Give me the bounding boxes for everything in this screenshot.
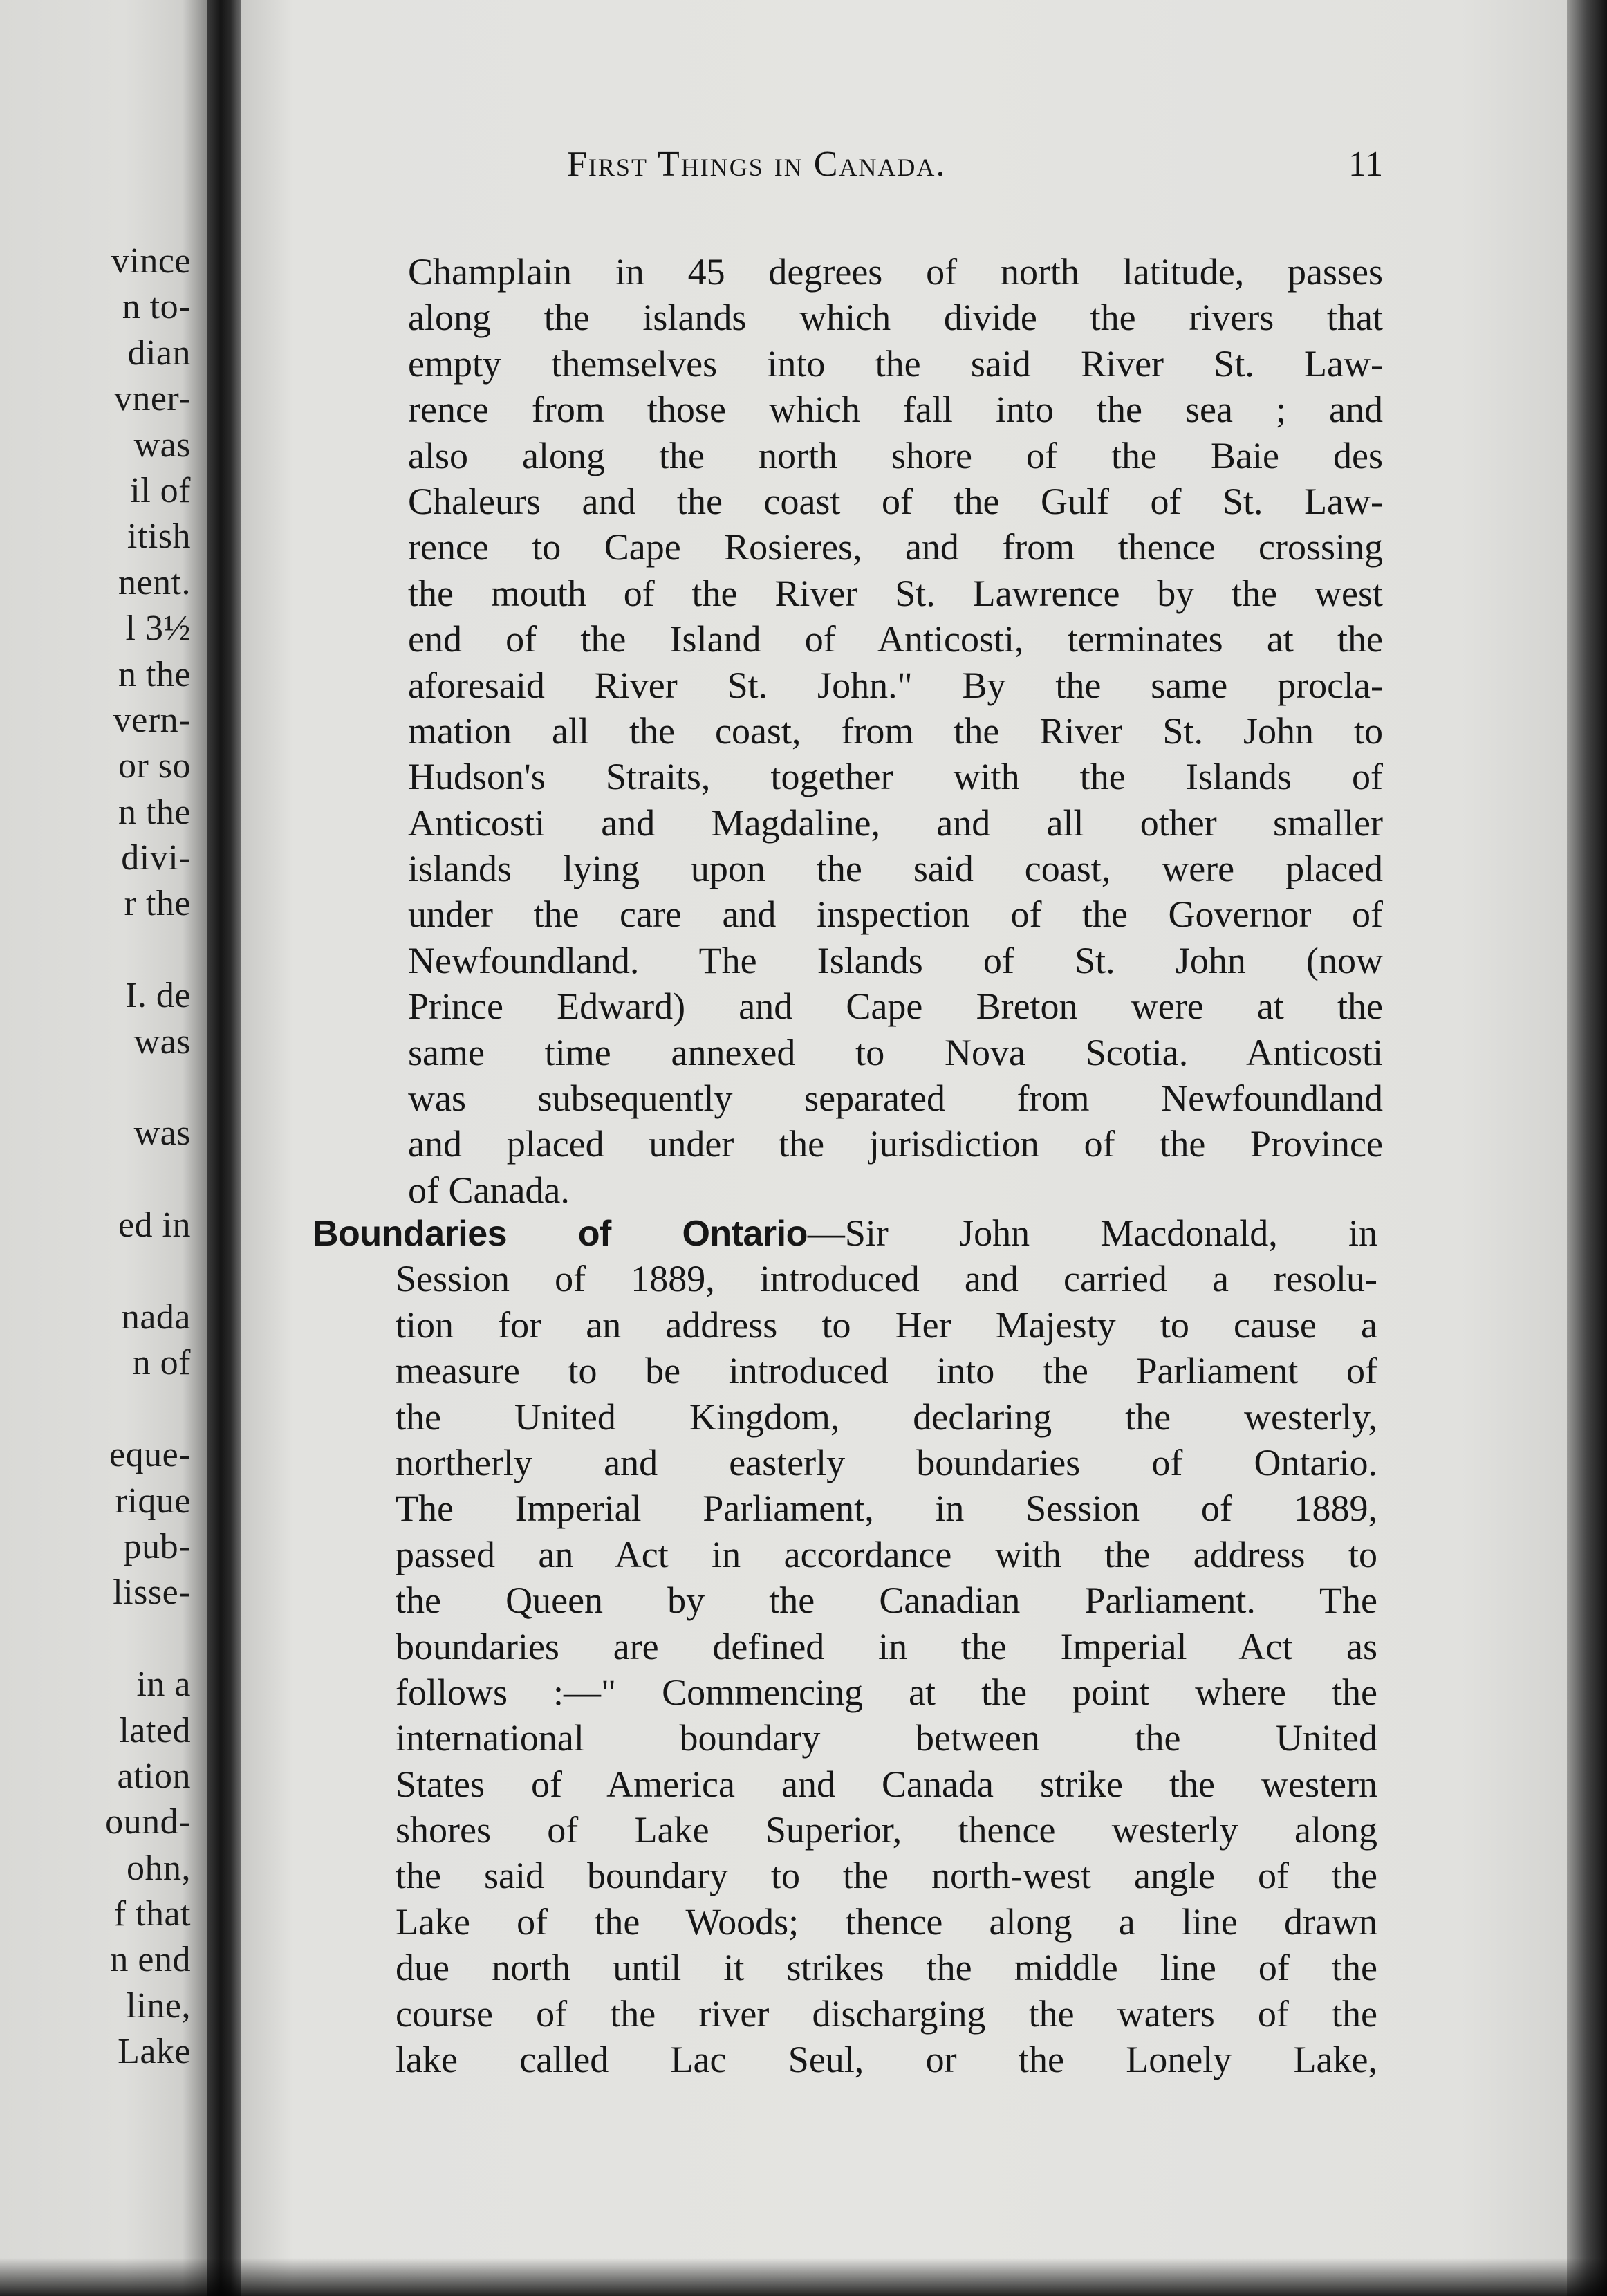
section-line: measure to be introduced into the Parliament of xyxy=(396,1350,1377,1392)
left-page-line: nent. xyxy=(118,562,191,602)
left-page-line: n the xyxy=(118,792,191,832)
left-page-line xyxy=(0,927,191,973)
left-page-line: was xyxy=(133,1113,191,1154)
left-page-line: ed in xyxy=(118,1205,191,1246)
body-line: along the islands which divide the rivers that xyxy=(408,297,1383,339)
body-line: the mouth of the River St. Lawrence by the west xyxy=(408,572,1383,614)
left-page-line: vner- xyxy=(113,379,191,419)
section-line: Session of 1889, introduced and carried a resolu- xyxy=(396,1258,1377,1300)
left-page-line: divi- xyxy=(121,838,191,878)
left-page-line: vern- xyxy=(113,700,191,740)
page-edge-shadow xyxy=(1567,0,1607,2296)
section-heading: Boundaries of Ontario xyxy=(313,1214,808,1254)
left-page-text xyxy=(0,239,191,2075)
left-page-line: n of xyxy=(132,1343,191,1383)
left-page-line: was xyxy=(133,425,191,465)
left-page-line: lated xyxy=(119,1710,191,1750)
section-line: due north until it strikes the middle line of the xyxy=(396,1947,1377,1989)
left-page-line: ohn, xyxy=(127,1848,191,1888)
left-page-line xyxy=(0,1616,191,1662)
body-line: Hudson's Straits, together with the Islands of xyxy=(408,756,1383,798)
left-page-line xyxy=(0,1065,191,1111)
section-line: the Queen by the Canadian Parliament. The xyxy=(396,1580,1377,1622)
left-page-line: line, xyxy=(126,1985,191,2026)
section-line: tion for an address to Her Majesty to cause a xyxy=(396,1304,1377,1346)
body-line: also along the north shore of the Baie des xyxy=(408,434,1383,476)
body-line: and placed under the jurisdiction of the Province xyxy=(408,1123,1383,1165)
section-line: the said boundary to the north-west angle of the xyxy=(396,1855,1377,1897)
body-line: under the care and inspection of the Governor of xyxy=(408,894,1383,936)
left-page-line xyxy=(0,1387,191,1432)
left-page-line: n the xyxy=(118,654,191,694)
body-line: empty themselves into the said River St. Law- xyxy=(408,342,1383,385)
body-line: mation all the coast, from the River St. John to xyxy=(408,710,1383,752)
section-line: The Imperial Parliament, in Session of 1889, xyxy=(396,1488,1377,1530)
page-number: 11 xyxy=(1348,145,1384,184)
left-page-line: I. de xyxy=(125,976,191,1016)
section-line: northerly and easterly boundaries of Ontario. xyxy=(396,1441,1377,1483)
left-page-line: ation xyxy=(117,1756,191,1796)
body-line: same time annexed to Nova Scotia. Anticosti xyxy=(408,1031,1383,1073)
left-page-line xyxy=(0,1157,191,1203)
section-line: the United Kingdom, declaring the westerly, xyxy=(396,1396,1377,1438)
left-page-line: r the xyxy=(124,884,191,924)
left-page-line: rique xyxy=(115,1481,191,1521)
left-page-line xyxy=(0,1249,191,1295)
body-line: Anticosti and Magdaline, and all other smaller xyxy=(408,802,1383,844)
section-line: international boundary between the United xyxy=(396,1717,1377,1759)
left-page-line: n end xyxy=(110,1940,191,1980)
section-line: shores of Lake Superior, thence westerly along xyxy=(396,1809,1377,1851)
body-line: of Canada. xyxy=(408,1169,570,1211)
left-page-line: in a xyxy=(136,1665,191,1705)
body-line: islands lying upon the said coast, were placed xyxy=(408,848,1383,890)
section-line: passed an Act in accordance with the address to xyxy=(396,1533,1377,1575)
left-page-line: lisse- xyxy=(113,1573,191,1613)
left-page-line: pub- xyxy=(123,1526,191,1566)
section-line: Lake of the Woods; thence along a line drawn xyxy=(396,1900,1377,1943)
left-page-line: was xyxy=(133,1021,191,1062)
section-first-line-text: —Sir John Macdonald, in xyxy=(807,1212,1377,1254)
body-line: Prince Edward) and Cape Breton were at the xyxy=(408,985,1383,1028)
section-line: boundaries are defined in the Imperial Act as xyxy=(396,1625,1377,1667)
section-boundaries-of-ontario xyxy=(313,1210,1377,2082)
running-head: First Things in Canada. xyxy=(567,145,947,184)
bottom-scan-shadow xyxy=(0,2258,1607,2296)
left-page-line: l 3½ xyxy=(125,609,191,649)
section-line: course of the river discharging the waters of the xyxy=(396,1992,1377,2035)
section-line: follows :—" Commencing at the point where the xyxy=(396,1671,1377,1713)
body-line: end of the Island of Anticosti, terminates at the xyxy=(408,618,1383,660)
section-line: States of America and Canada strike the western xyxy=(396,1763,1377,1805)
left-page-line: or so xyxy=(118,746,191,786)
body-line: was subsequently separated from Newfoundland xyxy=(408,1077,1383,1120)
left-page-line: itish xyxy=(127,517,191,557)
left-page-line: ound- xyxy=(105,1802,191,1842)
body-line: rence to Cape Rosieres, and from thence crossing xyxy=(408,526,1383,568)
left-page-line: il of xyxy=(130,470,191,510)
left-page-line: Lake xyxy=(118,2032,191,2072)
section-first-line xyxy=(313,1210,1377,1256)
left-page-line: vince xyxy=(111,241,191,281)
body-line: aforesaid River St. John." By the same procla- xyxy=(408,664,1383,706)
body-line: Chaleurs and the coast of the Gulf of St. Law- xyxy=(408,480,1383,522)
left-page-line: n to- xyxy=(122,287,191,327)
left-facing-page xyxy=(0,0,207,2296)
book-gutter xyxy=(207,0,241,2296)
body-line: rence from those which fall into the sea ; and xyxy=(408,389,1383,431)
section-line: lake called Lac Seul, or the Lonely Lake, xyxy=(396,2039,1377,2081)
left-page-line: f that xyxy=(113,1894,191,1934)
left-page-line: eque- xyxy=(109,1435,191,1475)
body-line: Newfoundland. The Islands of St. John (now xyxy=(408,939,1383,981)
body-paragraph xyxy=(408,249,1383,1213)
body-line: Champlain in 45 degrees of north latitude, passes xyxy=(408,251,1383,293)
page-header xyxy=(567,144,1397,199)
left-page-line: nada xyxy=(121,1297,191,1337)
left-page-line: dian xyxy=(127,333,191,373)
